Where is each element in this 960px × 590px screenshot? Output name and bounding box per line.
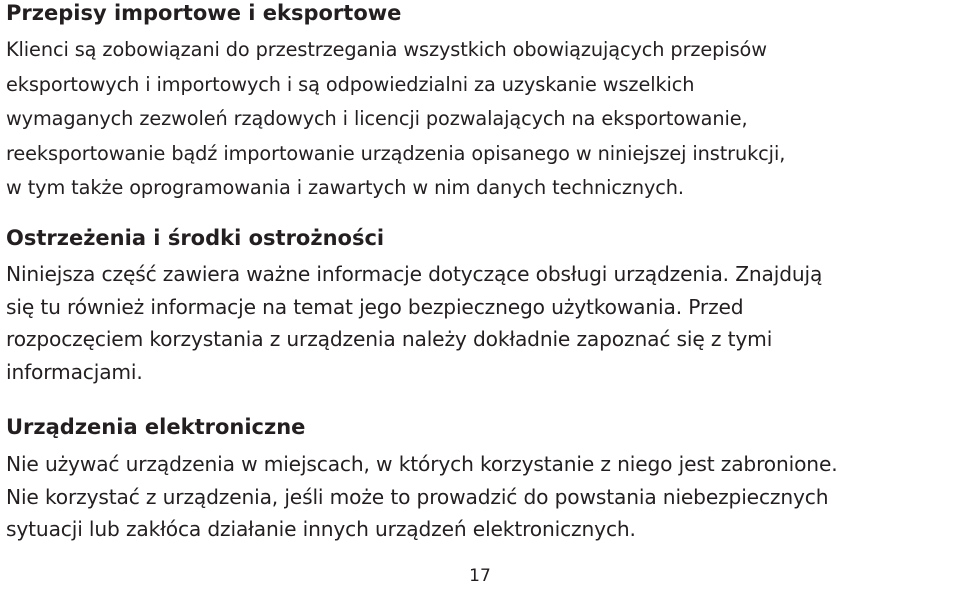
section-paragraph — [6, 448, 958, 546]
paragraph-line: reeksportowanie bądź importowanie urządzenia opisanego w niniejszej instrukcji, — [6, 141, 786, 165]
paragraph-line: Klienci są zobowiązani do przestrzegania wszystkich obowiązujących przepisów — [6, 38, 767, 61]
paragraph-line: eksportowych i importowych i są odpowiedzialni za uzyskanie wszelkich — [6, 72, 695, 96]
section-paragraph — [6, 258, 958, 388]
paragraph-line: rozpoczęciem korzystania z urządzenia należy dokładnie zapoznać się z tymi — [6, 327, 773, 351]
paragraph-line: Niniejsza część zawiera ważne informacje dotyczące obsługi urządzenia. Znajdują — [6, 262, 823, 286]
paragraph-line: Nie korzystać z urządzenia, jeśli może to prowadzić do powstania niebezpiecznych — [6, 484, 829, 509]
section-paragraph — [6, 33, 958, 206]
section-heading: Urządzenia elektroniczne — [6, 415, 306, 439]
paragraph-line: Nie używać urządzenia w miejscach, w których korzystanie z niego jest zabronione. — [6, 452, 838, 476]
section-heading: Ostrzeżenia i środki ostrożności — [6, 226, 385, 250]
paragraph-line: informacjami. — [6, 359, 143, 384]
paragraph-line: się tu również informacje na temat jego bezpiecznego użytkowania. Przed — [6, 294, 744, 319]
page-number: 17 — [469, 566, 491, 586]
paragraph-line: wymaganych zezwoleń rządowych i licencji pozwalających na eksportowanie, — [6, 107, 748, 131]
paragraph-line: w tym także oprogramowania i zawartych w nim danych technicznych. — [6, 176, 684, 200]
paragraph-line: sytuacji lub zakłóca działanie innych urządzeń elektronicznych. — [6, 517, 636, 541]
section-heading: Przepisy importowe i eksportowe — [6, 1, 402, 25]
